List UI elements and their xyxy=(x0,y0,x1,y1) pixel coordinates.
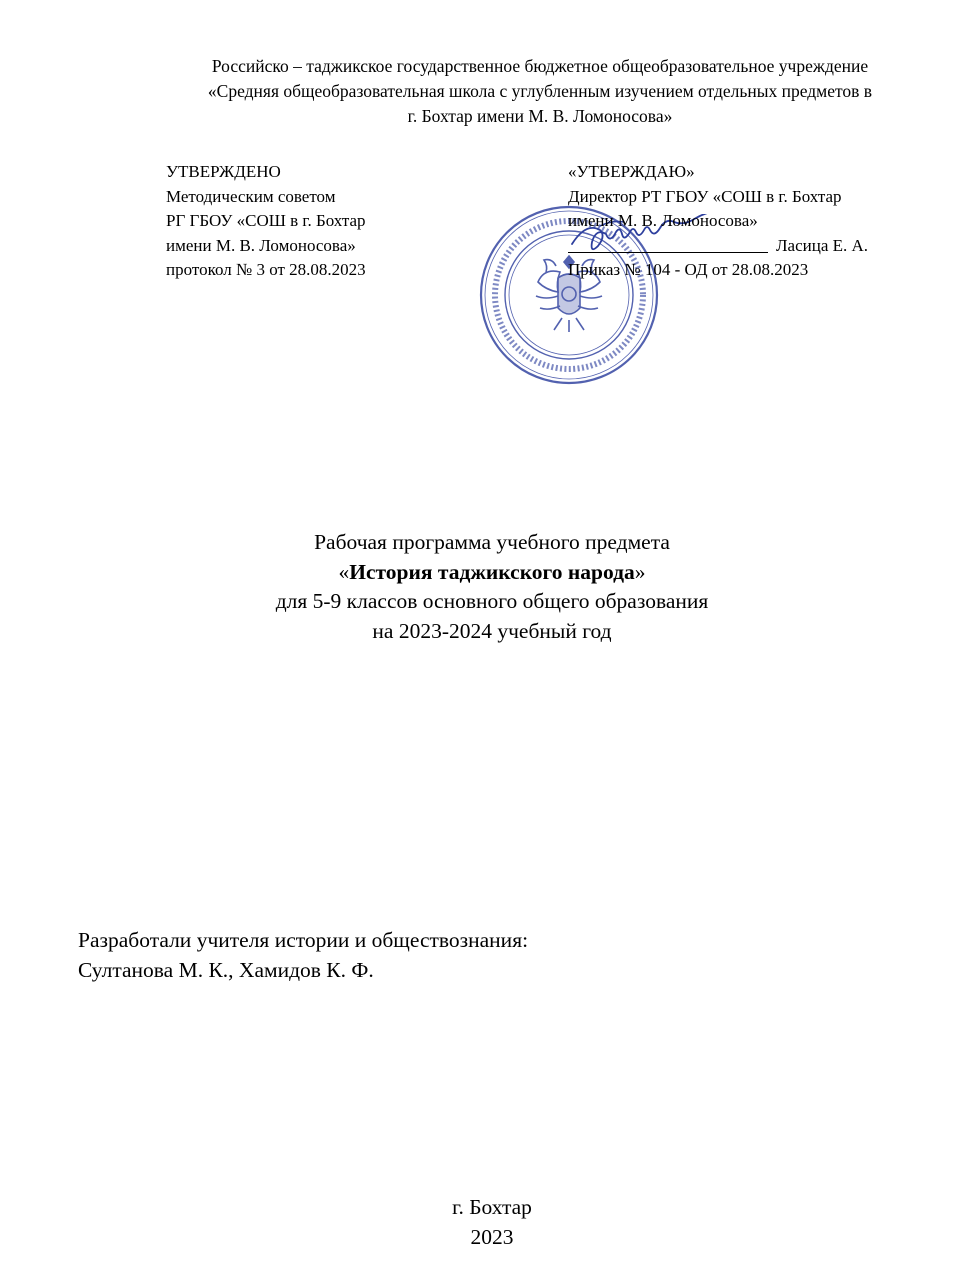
signature-row xyxy=(568,234,908,259)
program-year: на 2023-2024 учебный год xyxy=(372,618,612,643)
approve-title: «УТВЕРЖДАЮ» xyxy=(568,162,695,181)
program-subject-line xyxy=(0,558,960,588)
authors-label: Разработали учителя истории и обществознания: xyxy=(78,928,529,952)
footer xyxy=(0,1192,960,1252)
approved-block xyxy=(166,160,506,283)
footer-city: г. Бохтар xyxy=(452,1195,532,1219)
program-line-1: Рабочая программа учебного предмета xyxy=(314,530,670,554)
program-grades: для 5-9 классов основного общего образования xyxy=(275,589,709,613)
header-line-3: г. Бохтар имени М. В. Ломоносова» xyxy=(407,106,673,126)
approved-protocol: протокол № 3 от 28.08.2023 xyxy=(166,260,366,279)
approve-block xyxy=(568,160,908,283)
subject-open-quote: « xyxy=(338,559,350,584)
header-line-1: Российско – таджикское государственное бюджетное общеобразовательное учреждение xyxy=(211,56,869,76)
approved-line-1: Методическим советом xyxy=(166,186,336,206)
approve-line-2: имени М. В. Ломоносова» xyxy=(568,211,758,230)
program-title xyxy=(0,528,960,646)
approved-line-2: РГ ГБОУ «СОШ в г. Бохтар xyxy=(166,211,366,230)
signature-line xyxy=(568,252,768,253)
authors-names: Султанова М. К., Хамидов К. Ф. xyxy=(78,958,374,982)
approve-order: Приказ № 104 - ОД от 28.08.2023 xyxy=(568,260,809,279)
subject-name: История таджикского народа xyxy=(349,559,635,584)
institution-header xyxy=(150,54,930,129)
subject-close-quote: » xyxy=(634,559,646,584)
director-name: Ласица Е. А. xyxy=(776,235,869,255)
header-line-2: «Средняя общеобразовательная школа с углубленным изучением отдельных предметов в xyxy=(207,81,873,101)
approved-title: УТВЕРЖДЕНО xyxy=(166,162,281,181)
approve-line-1: Директор РТ ГБОУ «СОШ в г. Бохтар xyxy=(568,186,842,206)
authors-block xyxy=(78,925,778,985)
footer-year: 2023 xyxy=(470,1225,514,1249)
approved-line-3: имени М. В. Ломоносова» xyxy=(166,235,356,255)
